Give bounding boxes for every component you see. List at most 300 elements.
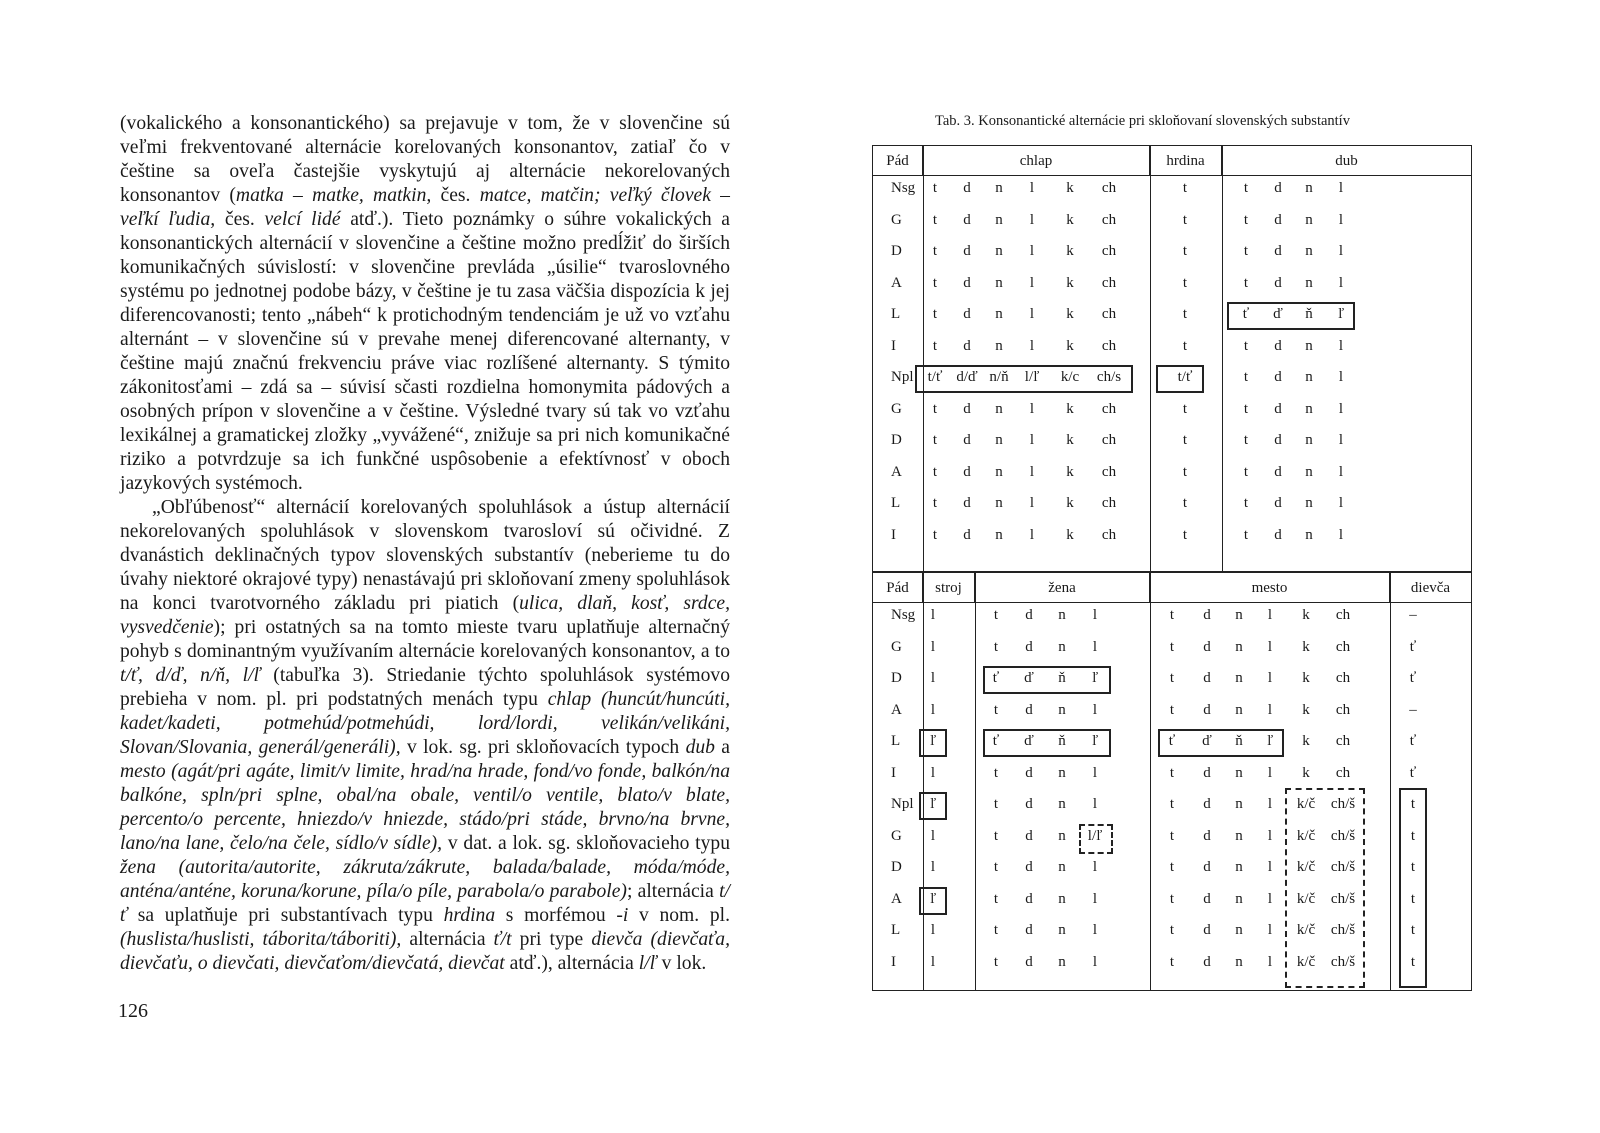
cell-mesto: k/č <box>1296 953 1316 970</box>
cell-dub: ť <box>1242 306 1250 322</box>
cell-mesto: n <box>1235 701 1243 718</box>
cell-stroj: l <box>930 953 936 970</box>
cell-chlap: ch <box>1101 180 1117 196</box>
cell-dub: t <box>1243 463 1249 480</box>
cell-mesto: n <box>1235 827 1243 844</box>
cell-mesto: ch <box>1335 607 1351 623</box>
cell-mesto: ť <box>1168 733 1176 749</box>
cell-zena: l <box>1092 764 1098 781</box>
cell-zena: l <box>1092 607 1098 623</box>
cell-mesto: n <box>1235 796 1243 812</box>
cell-chlap: l <box>1029 274 1035 291</box>
cell-dievca: t <box>1410 859 1416 875</box>
cell-zena: t <box>993 638 999 655</box>
table-stroj-zena-mesto-dievca <box>872 571 1472 991</box>
text-run: t/ť <box>120 881 730 926</box>
cell-dub: d <box>1274 463 1282 480</box>
cell-mesto: t <box>1169 859 1175 875</box>
cell-chlap: n <box>995 180 1003 196</box>
cell-zena: n <box>1058 953 1066 970</box>
cell-dub: n <box>1305 274 1313 291</box>
cell-chlap: ch <box>1101 306 1117 322</box>
cell-chlap: k <box>1066 306 1074 322</box>
cell-mesto: l <box>1267 764 1273 781</box>
cell-chlap: ch <box>1101 243 1117 259</box>
table2-header <box>873 573 1471 603</box>
cell-stroj: ľ <box>929 733 937 749</box>
row-label: A <box>891 463 902 480</box>
header-dub: dub <box>1335 153 1358 169</box>
cell-chlap: t <box>932 495 938 511</box>
cell-mesto: l <box>1267 638 1273 655</box>
cell-dievca: t <box>1410 796 1416 812</box>
cell-zena: t <box>993 827 999 844</box>
cell-dievca: t <box>1410 922 1416 938</box>
cell-mesto: d <box>1203 607 1211 623</box>
cell-dievca: – <box>1409 701 1417 718</box>
cell-chlap: k <box>1066 400 1074 417</box>
text-run: t/ť, d/ď, n/ň, l/ľ <box>120 665 261 686</box>
cell-chlap: k <box>1066 337 1074 354</box>
cell-chlap: n <box>995 432 1003 448</box>
cell-dub: t <box>1243 495 1249 511</box>
row-label: L <box>891 306 901 322</box>
cell-mesto: d <box>1203 859 1211 875</box>
cell-chlap: ch/s <box>1096 369 1122 385</box>
cell-mesto: t <box>1169 764 1175 781</box>
text-run: a <box>714 737 730 758</box>
cell-dub: d <box>1274 180 1282 196</box>
cell-dub: l <box>1338 337 1344 354</box>
text-run: (vokalického a konsonantického) sa prejavuje v tom, že v slovenčine sú veľmi frekventované alternácie korelovaných konsonantov, zatiaľ čo v češtine sa oveľa častejšie vyskytujú aj alternácie nekorelovaných konsonantov ( <box>120 113 730 206</box>
cell-zena: ľ <box>1091 670 1099 686</box>
cell-mesto: d <box>1203 890 1211 907</box>
cell-mesto: n <box>1235 890 1243 907</box>
paragraph-2 <box>120 496 730 976</box>
body-text <box>120 112 730 976</box>
cell-mesto: ch <box>1335 670 1351 686</box>
cell-mesto: k/č <box>1296 796 1316 812</box>
cell-chlap: ch <box>1101 274 1117 291</box>
cell-zena: l <box>1092 796 1098 812</box>
highlight-box <box>1158 729 1284 757</box>
cell-chlap: t <box>932 337 938 354</box>
cell-dub: l <box>1338 495 1344 511</box>
cell-chlap: ch <box>1101 495 1117 511</box>
row-label: A <box>891 890 902 907</box>
text-run: velcí lidé <box>264 209 341 230</box>
row-label: D <box>891 243 902 259</box>
row-label: G <box>891 827 902 844</box>
cell-mesto: t <box>1169 827 1175 844</box>
row-label: G <box>891 400 902 417</box>
cell-zena: l <box>1092 638 1098 655</box>
cell-dub: d <box>1274 274 1282 291</box>
text-run: v lok. sg. pri skloňovacích typoch <box>400 737 686 758</box>
header-chlap: chlap <box>923 146 1150 176</box>
cell-dub: l <box>1338 526 1344 543</box>
cell-mesto: ch <box>1335 701 1351 718</box>
highlight-box <box>1399 788 1427 988</box>
highlight-box <box>1156 365 1204 393</box>
text-run: čes. <box>215 209 265 230</box>
header-pad: Pád <box>873 573 923 603</box>
cell-stroj: l <box>930 701 936 718</box>
cell-mesto: ď <box>1202 733 1212 749</box>
cell-mesto: ch <box>1335 764 1351 781</box>
cell-dub: t <box>1243 180 1249 196</box>
cell-dub: ň <box>1305 306 1313 322</box>
cell-chlap: l/ľ <box>1024 369 1040 385</box>
cell-stroj: l <box>930 607 936 623</box>
cell-zena: l <box>1092 953 1098 970</box>
cell-zena: t <box>993 764 999 781</box>
cell-stroj: l <box>930 764 936 781</box>
cell-zena: l <box>1092 922 1098 938</box>
row-label: L <box>891 733 901 749</box>
text-run: pri type <box>511 929 592 950</box>
text-run: dub <box>685 737 715 758</box>
cell-mesto: ľ <box>1266 733 1274 749</box>
cell-hrdina: t <box>1182 337 1188 354</box>
cell-chlap: d <box>963 495 971 511</box>
cell-chlap: d <box>963 243 971 259</box>
text-run: v lok. <box>656 953 707 974</box>
cell-mesto: ch/š <box>1330 953 1356 970</box>
highlight-box <box>983 729 1111 757</box>
text-run: matce, matčin; veľký človek – veľkí ľudia, <box>120 185 730 230</box>
cell-mesto: d <box>1203 827 1211 844</box>
cell-zena: t <box>993 953 999 970</box>
column-divider <box>1390 573 1391 991</box>
cell-chlap: l <box>1029 180 1035 196</box>
cell-zena: t <box>993 607 999 623</box>
cell-mesto: ch/š <box>1330 922 1356 938</box>
text-run: (tabuľka 3). Striedanie týchto spoluhlások systémovo prebieha v nom. pl. pri podstatných menách typu <box>120 665 731 710</box>
cell-zena: ť <box>992 733 1000 749</box>
cell-dub: d <box>1274 243 1282 259</box>
cell-zena: n <box>1058 859 1066 875</box>
cell-dub: n <box>1305 243 1313 259</box>
page-number: 126 <box>118 1000 148 1022</box>
cell-chlap: k <box>1066 243 1074 259</box>
cell-zena: ď <box>1024 733 1034 749</box>
text-run: ť/t <box>493 929 512 950</box>
text-run: dievča (dievčaťa, dievčaťu, o dievčati, dievčaťom/dievčatá, dievčat <box>120 929 730 974</box>
cell-mesto: d <box>1203 670 1211 686</box>
row-label: L <box>891 922 901 938</box>
cell-stroj: ľ <box>929 890 937 907</box>
cell-hrdina: t/ť <box>1177 369 1193 385</box>
cell-zena: l <box>1092 890 1098 907</box>
cell-chlap: d <box>963 432 971 448</box>
cell-mesto: k <box>1302 638 1310 655</box>
cell-zena: ň <box>1058 733 1066 749</box>
column-divider <box>1150 573 1151 991</box>
cell-chlap: n <box>995 400 1003 417</box>
cell-mesto: d <box>1203 796 1211 812</box>
cell-zena: t <box>993 890 999 907</box>
row-label: Npl <box>891 796 914 812</box>
cell-dub: n <box>1305 526 1313 543</box>
cell-mesto: n <box>1235 953 1243 970</box>
row-label: Nsg <box>891 607 916 623</box>
cell-mesto: l <box>1267 701 1273 718</box>
text-run: (huslista/huslisti, táborita/táboriti), <box>120 929 402 950</box>
cell-chlap: t <box>932 243 938 259</box>
cell-mesto: l <box>1267 859 1273 875</box>
cell-zena: ň <box>1058 670 1066 686</box>
text-run: atď.). Tieto poznámky o súhre vokalických a konsonantických alternácií v slovenčine a češtine možno predĺžiť do širších komunikačných súvislostí: v slovenčine prevláda „úsilie“ tvaroslovného systému po jednotnej podobe bázy, v češtine je tu zasa väčšia dispozícia k jej diferencovanosti; tento „nábeh“ k protichodným tendenciám je už vo vzťahu alternánt – v slovenčine sú v prevahe menej diferencované alternanty, v češtine majú značnú frekvenciu práve viac rozlíšené alternanty. S týmito zákonitosťami – zdá sa – súvisí sčasti rozdielna homonymita pádových a osobných prípon v slovenčine a v češtine. Výsledné tvary sú tak vo vzťahu lexikálnej a gramatickej zložky „vyvážené“, znižuje sa pri nich komunikačné riziko a potvrdzuje sa ich funkčné uspôsobenie a efektívnosť v oboch jazykových systémoch. <box>120 209 731 494</box>
cell-dub: t <box>1243 337 1249 354</box>
text-run: ); pri ostatných sa na tomto mieste tvaru uplatňuje alternačný pohyb s dominantným využívaním alternácie korelovaných konsonantov, a to <box>120 617 730 662</box>
cell-mesto: l <box>1267 607 1273 623</box>
cell-zena: d <box>1025 859 1033 875</box>
cell-mesto: n <box>1235 922 1243 938</box>
cell-mesto: l <box>1267 922 1273 938</box>
row-label: D <box>891 432 902 448</box>
text-run: v nom. pl. <box>628 905 730 926</box>
row-label: G <box>891 638 902 655</box>
cell-mesto: n <box>1235 607 1243 623</box>
cell-hrdina: t <box>1182 180 1188 196</box>
cell-dievca: ť <box>1409 764 1417 781</box>
row-label: D <box>891 859 902 875</box>
cell-chlap: ch <box>1101 526 1117 543</box>
cell-zena: n <box>1058 922 1066 938</box>
cell-dub: t <box>1243 243 1249 259</box>
cell-chlap: t <box>932 274 938 291</box>
cell-dub: ľ <box>1337 306 1345 322</box>
text-run: v dat. a lok. sg. skloňovacieho typu <box>442 833 731 854</box>
cell-dub: l <box>1338 400 1344 417</box>
row-label: Nsg <box>891 180 916 196</box>
cell-chlap: ch <box>1101 432 1117 448</box>
text-run: alternácia <box>401 929 494 950</box>
cell-chlap: ch <box>1101 211 1117 228</box>
cell-dub: d <box>1274 432 1282 448</box>
cell-mesto: k/č <box>1296 890 1316 907</box>
cell-chlap: l <box>1029 495 1035 511</box>
cell-stroj: l <box>930 859 936 875</box>
cell-dub: n <box>1305 337 1313 354</box>
cell-zena: l/ľ <box>1087 827 1103 844</box>
cell-zena: t <box>993 859 999 875</box>
cell-dub: d <box>1274 369 1282 385</box>
cell-mesto: n <box>1235 859 1243 875</box>
cell-mesto: k/č <box>1296 859 1316 875</box>
cell-chlap: l <box>1029 243 1035 259</box>
cell-dub: n <box>1305 400 1313 417</box>
row-label: Npl <box>891 369 914 385</box>
cell-chlap: n/ň <box>989 369 1009 385</box>
cell-dievca: ť <box>1409 638 1417 655</box>
text-run: ulica, dlaň, kosť, srdce, vysvedčenie <box>120 593 730 638</box>
cell-chlap: t <box>932 526 938 543</box>
cell-dub: l <box>1338 369 1344 385</box>
cell-mesto: k/č <box>1296 827 1316 844</box>
cell-chlap: n <box>995 274 1003 291</box>
cell-stroj: l <box>930 638 936 655</box>
cell-chlap: ch <box>1101 463 1117 480</box>
cell-zena: t <box>993 922 999 938</box>
cell-chlap: l <box>1029 432 1035 448</box>
paragraph-1 <box>120 112 730 496</box>
cell-zena: n <box>1058 796 1066 812</box>
cell-dub: t <box>1243 400 1249 417</box>
cell-zena: n <box>1058 764 1066 781</box>
cell-dub: n <box>1305 463 1313 480</box>
text-run: čes. <box>431 185 480 206</box>
cell-mesto: t <box>1169 890 1175 907</box>
cell-mesto: t <box>1169 670 1175 686</box>
cell-mesto: l <box>1267 953 1273 970</box>
cell-mesto: d <box>1203 701 1211 718</box>
row-label: I <box>891 526 896 543</box>
cell-mesto: d <box>1203 953 1211 970</box>
cell-zena: n <box>1058 607 1066 623</box>
cell-chlap: d <box>963 274 971 291</box>
cell-mesto: ch <box>1335 638 1351 655</box>
cell-dievca: t <box>1410 953 1416 970</box>
row-label: A <box>891 701 902 718</box>
header-zena: žena <box>975 573 1150 603</box>
header-dievca: dievča <box>1410 580 1451 596</box>
text-run: sa uplatňuje pri substantívach typu <box>127 905 444 926</box>
header-hrdina: hrdina <box>1150 146 1222 176</box>
cell-chlap: k <box>1066 180 1074 196</box>
cell-mesto: n <box>1235 764 1243 781</box>
cell-mesto: l <box>1267 670 1273 686</box>
cell-dub: l <box>1338 180 1344 196</box>
cell-dievca: t <box>1410 890 1416 907</box>
cell-chlap: t <box>932 432 938 448</box>
cell-chlap: t <box>932 306 938 322</box>
cell-mesto: t <box>1169 607 1175 623</box>
text-run: chlap (huncút/huncúti, kadet/kadeti, potmehúd/potmehúdi, lord/lordi, velikán/velikáni, Slovan/Slovania, generál/generáli), <box>120 689 730 758</box>
cell-mesto: k <box>1302 764 1310 781</box>
cell-chlap: d/ď <box>956 369 978 385</box>
cell-dub: d <box>1274 495 1282 511</box>
highlight-box <box>919 887 947 915</box>
cell-mesto: n <box>1235 638 1243 655</box>
cell-zena: d <box>1025 701 1033 718</box>
cell-stroj: l <box>930 670 936 686</box>
row-label: G <box>891 211 902 228</box>
row-label: I <box>891 764 896 781</box>
cell-chlap: n <box>995 211 1003 228</box>
cell-stroj: ľ <box>929 796 937 812</box>
cell-chlap: k <box>1066 211 1074 228</box>
text-run: žena (autorita/autorite, zákruta/zákrute, balada/balade, móda/móde, anténa/anténe, koruna/korune, píla/o píle, parabola/o parabole) <box>120 857 730 902</box>
cell-hrdina: t <box>1182 243 1188 259</box>
cell-zena: t <box>993 701 999 718</box>
cell-chlap: l <box>1029 211 1035 228</box>
cell-chlap: k <box>1066 526 1074 543</box>
cell-mesto: k <box>1302 607 1310 623</box>
text-run: l/ľ <box>638 953 657 974</box>
cell-chlap: n <box>995 243 1003 259</box>
cell-chlap: k/c <box>1060 369 1080 385</box>
cell-stroj: l <box>930 922 936 938</box>
cell-zena: n <box>1058 827 1066 844</box>
cell-chlap: d <box>963 400 971 417</box>
cell-zena: d <box>1025 953 1033 970</box>
cell-mesto: d <box>1203 922 1211 938</box>
cell-mesto: t <box>1169 796 1175 812</box>
cell-mesto: l <box>1267 890 1273 907</box>
cell-zena: d <box>1025 890 1033 907</box>
cell-chlap: k <box>1066 463 1074 480</box>
column-divider <box>1150 146 1151 571</box>
cell-mesto: t <box>1169 701 1175 718</box>
dashed-highlight-box <box>1079 824 1113 854</box>
cell-dievca: ť <box>1409 670 1417 686</box>
cell-zena: ľ <box>1091 733 1099 749</box>
cell-chlap: l <box>1029 337 1035 354</box>
cell-mesto: k/č <box>1296 922 1316 938</box>
table1-header <box>873 146 1471 176</box>
cell-mesto: ch/š <box>1330 890 1356 907</box>
table-chlap-hrdina-dub <box>872 145 1472 572</box>
cell-chlap: n <box>995 526 1003 543</box>
cell-mesto: t <box>1169 922 1175 938</box>
text-run: „Obľúbenosť“ alternácií korelovaných spoluhlások a ústup alternácií nekorelovaných spoluhlások v slovenskom tvarosloví sú očividné. Z dvanástich deklinačných typov slovenských substantív (neberieme tu do úvahy niektoré okrajové typy) nenastávajú pri skloňovaní zmeny spoluhlások na konci tvarotvorného základu pri piatich ( <box>120 497 730 614</box>
cell-dub: n <box>1305 495 1313 511</box>
row-label: I <box>891 953 896 970</box>
cell-chlap: d <box>963 463 971 480</box>
cell-dub: d <box>1274 400 1282 417</box>
cell-chlap: k <box>1066 432 1074 448</box>
table-caption: Tab. 3. Konsonantické alternácie pri skloňovaní slovenských substantív <box>935 113 1350 129</box>
cell-zena: t <box>993 796 999 812</box>
row-label: L <box>891 495 901 511</box>
cell-zena: n <box>1058 890 1066 907</box>
cell-hrdina: t <box>1182 400 1188 417</box>
cell-dub: t <box>1243 211 1249 228</box>
cell-chlap: d <box>963 211 971 228</box>
cell-mesto: ch/š <box>1330 859 1356 875</box>
row-label: I <box>891 337 896 354</box>
cell-chlap: t <box>932 211 938 228</box>
cell-dievca: t <box>1410 827 1416 844</box>
cell-dub: n <box>1305 432 1313 448</box>
cell-mesto: k <box>1302 701 1310 718</box>
cell-dub: t <box>1243 432 1249 448</box>
cell-mesto: k <box>1302 733 1310 749</box>
cell-dub: t <box>1243 526 1249 543</box>
highlight-box <box>1227 302 1355 330</box>
text-run: matka – matke, matkin, <box>235 185 432 206</box>
cell-chlap: l <box>1029 463 1035 480</box>
cell-dievca: – <box>1409 607 1417 623</box>
cell-dievca: ť <box>1409 733 1417 749</box>
cell-hrdina: t <box>1182 526 1188 543</box>
highlight-box <box>983 666 1111 694</box>
cell-hrdina: t <box>1182 274 1188 291</box>
cell-zena: n <box>1058 638 1066 655</box>
header-mesto: mesto <box>1150 573 1390 603</box>
text-run: s morfémou <box>495 905 617 926</box>
cell-chlap: d <box>963 306 971 322</box>
cell-chlap: k <box>1066 495 1074 511</box>
cell-mesto: ch/š <box>1330 827 1356 844</box>
cell-hrdina: t <box>1182 211 1188 228</box>
cell-hrdina: t <box>1182 495 1188 511</box>
cell-chlap: d <box>963 180 971 196</box>
cell-mesto: t <box>1169 638 1175 655</box>
cell-chlap: l <box>1029 306 1035 322</box>
